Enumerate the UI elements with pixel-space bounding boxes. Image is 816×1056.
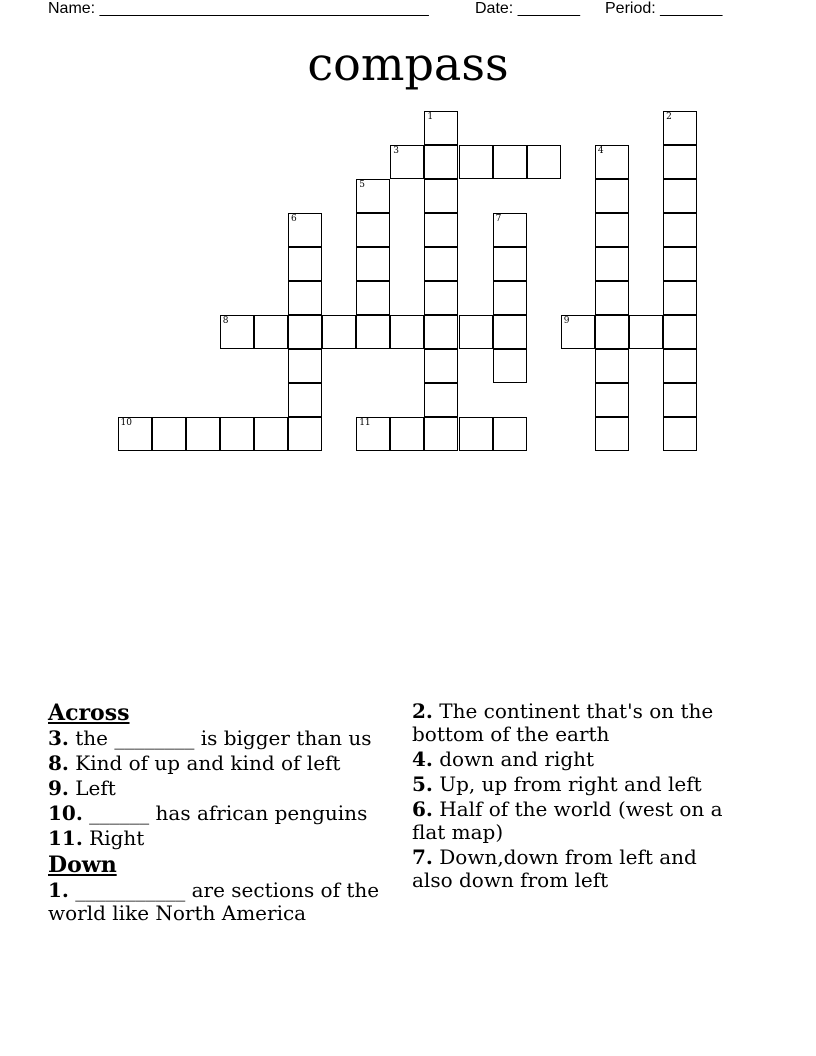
clue-number: 9 (563, 316, 570, 327)
name-field[interactable]: Name: _____________________________________ (48, 0, 429, 17)
period-field[interactable]: Period: _______ (605, 0, 723, 17)
clue-number: 7. (412, 845, 433, 869)
clue-text: Kind of up and kind of left (68, 751, 341, 775)
grid-cell[interactable] (663, 145, 697, 179)
grid-cell[interactable] (288, 383, 322, 417)
grid-cell[interactable] (356, 417, 390, 451)
grid-cell[interactable] (493, 247, 527, 281)
grid-cell[interactable] (459, 417, 493, 451)
grid-cell[interactable] (254, 315, 288, 349)
grid-cell[interactable] (663, 417, 697, 451)
clue-number: 4. (412, 747, 433, 771)
grid-cell[interactable] (663, 213, 697, 247)
grid-cell[interactable] (390, 417, 424, 451)
grid-cell[interactable] (459, 145, 493, 179)
grid-cell[interactable] (254, 417, 288, 451)
grid-cell[interactable] (595, 349, 629, 383)
grid-cell[interactable] (356, 281, 390, 315)
clue-number: 5 (359, 179, 365, 190)
across-clue (48, 752, 398, 775)
grid-cell[interactable] (288, 281, 322, 315)
clue-text: The continent that's on the bottom of the earth (412, 699, 714, 746)
grid-cell[interactable] (356, 213, 390, 247)
down-clue-list-right (412, 700, 742, 892)
grid-cell[interactable] (288, 213, 322, 247)
grid-cell[interactable] (220, 417, 254, 451)
grid-cell[interactable] (663, 383, 697, 417)
clue-number: 6 (291, 213, 297, 224)
grid-cell[interactable] (356, 247, 390, 281)
grid-cell[interactable] (288, 349, 322, 383)
clue-text: ______ has african penguins (82, 801, 368, 825)
grid-cell[interactable] (424, 213, 458, 247)
grid-cell[interactable] (288, 417, 322, 451)
across-clue-list (48, 727, 398, 850)
clue-text: Half of the world (west on a flat map) (412, 797, 723, 844)
clue-text: the ________ is bigger than us (68, 726, 372, 750)
clue-text: Down,down from left and also down from left (412, 845, 697, 892)
grid-cell[interactable] (493, 349, 527, 383)
grid-cell[interactable] (424, 349, 458, 383)
down-clue (412, 700, 742, 746)
grid-cell[interactable] (288, 315, 322, 349)
grid-cell[interactable] (527, 145, 561, 179)
grid-cell[interactable] (663, 247, 697, 281)
clue-number: 10. (48, 801, 83, 825)
clues-right-column (412, 700, 742, 894)
clue-number: 3. (48, 726, 69, 750)
clue-number: 8 (222, 316, 229, 327)
clue-number: 8. (48, 751, 69, 775)
down-heading: Down (48, 852, 117, 878)
clue-number: 11. (48, 826, 83, 850)
clue-number: 1. (48, 878, 69, 902)
grid-cell[interactable] (663, 315, 697, 349)
grid-cell[interactable] (356, 315, 390, 349)
down-clue (412, 798, 742, 844)
grid-cell[interactable] (424, 417, 458, 451)
down-clue (48, 879, 398, 925)
down-clue (412, 846, 742, 892)
grid-cell[interactable] (595, 315, 629, 349)
grid-cell[interactable] (424, 315, 458, 349)
grid-cell[interactable] (424, 383, 458, 417)
grid-cell[interactable] (595, 383, 629, 417)
grid-cell[interactable] (595, 213, 629, 247)
grid-cell[interactable] (424, 111, 458, 145)
clue-number: 9. (48, 776, 69, 800)
grid-cell[interactable] (595, 145, 629, 179)
grid-cell[interactable] (595, 247, 629, 281)
grid-cell[interactable] (424, 281, 458, 315)
grid-cell[interactable] (663, 179, 697, 213)
clue-number: 5. (412, 772, 433, 796)
across-clue (48, 777, 398, 800)
grid-cell[interactable] (663, 111, 697, 145)
grid-cell[interactable] (493, 315, 527, 349)
grid-cell[interactable] (390, 145, 424, 179)
clue-number: 2. (412, 699, 433, 723)
grid-cell[interactable] (424, 145, 458, 179)
date-field[interactable]: Date: _______ (475, 0, 580, 17)
across-heading: Across (48, 700, 130, 726)
across-clue (48, 827, 398, 850)
grid-cell[interactable] (152, 417, 186, 451)
puzzle-title: compass (307, 37, 509, 91)
grid-cell[interactable] (561, 315, 595, 349)
across-clue (48, 727, 398, 750)
down-clue (412, 773, 742, 796)
grid-cell[interactable] (459, 315, 493, 349)
grid-cell[interactable] (595, 179, 629, 213)
grid-cell[interactable] (424, 247, 458, 281)
grid-cell[interactable] (424, 179, 458, 213)
grid-cell[interactable] (356, 179, 390, 213)
grid-cell[interactable] (186, 417, 220, 451)
grid-cell[interactable] (118, 417, 152, 451)
clue-text: Up, up from right and left (432, 772, 702, 796)
grid-cell[interactable] (493, 145, 527, 179)
grid-cell[interactable] (663, 349, 697, 383)
across-clue (48, 802, 398, 825)
grid-cell[interactable] (322, 315, 356, 349)
grid-cell[interactable] (595, 417, 629, 451)
down-clue-list-left (48, 879, 398, 925)
clue-number: 10 (120, 418, 132, 429)
down-clue (412, 748, 742, 771)
clue-number: 7 (495, 213, 502, 224)
clue-number: 4 (597, 145, 604, 156)
clue-number: 6. (412, 797, 433, 821)
grid-cell[interactable] (390, 315, 424, 349)
clue-text: Left (68, 776, 116, 800)
grid-cell[interactable] (288, 247, 322, 281)
grid-cell[interactable] (220, 315, 254, 349)
grid-cell[interactable] (493, 213, 527, 247)
grid-cell[interactable] (663, 281, 697, 315)
clue-text: Right (82, 826, 145, 850)
grid-cell[interactable] (595, 281, 629, 315)
clues-left-column (48, 700, 398, 927)
clue-number: 1 (427, 111, 434, 122)
clue-text: down and right (432, 747, 595, 771)
clue-number: 3 (393, 145, 400, 156)
grid-cell[interactable] (493, 417, 527, 451)
clue-number: 2 (666, 111, 672, 122)
crossword-grid (0, 0, 816, 480)
clue-number: 11 (359, 418, 371, 429)
grid-cell[interactable] (493, 281, 527, 315)
clue-text: ___________ are sections of the world like North America (48, 878, 380, 925)
grid-cell[interactable] (629, 315, 663, 349)
